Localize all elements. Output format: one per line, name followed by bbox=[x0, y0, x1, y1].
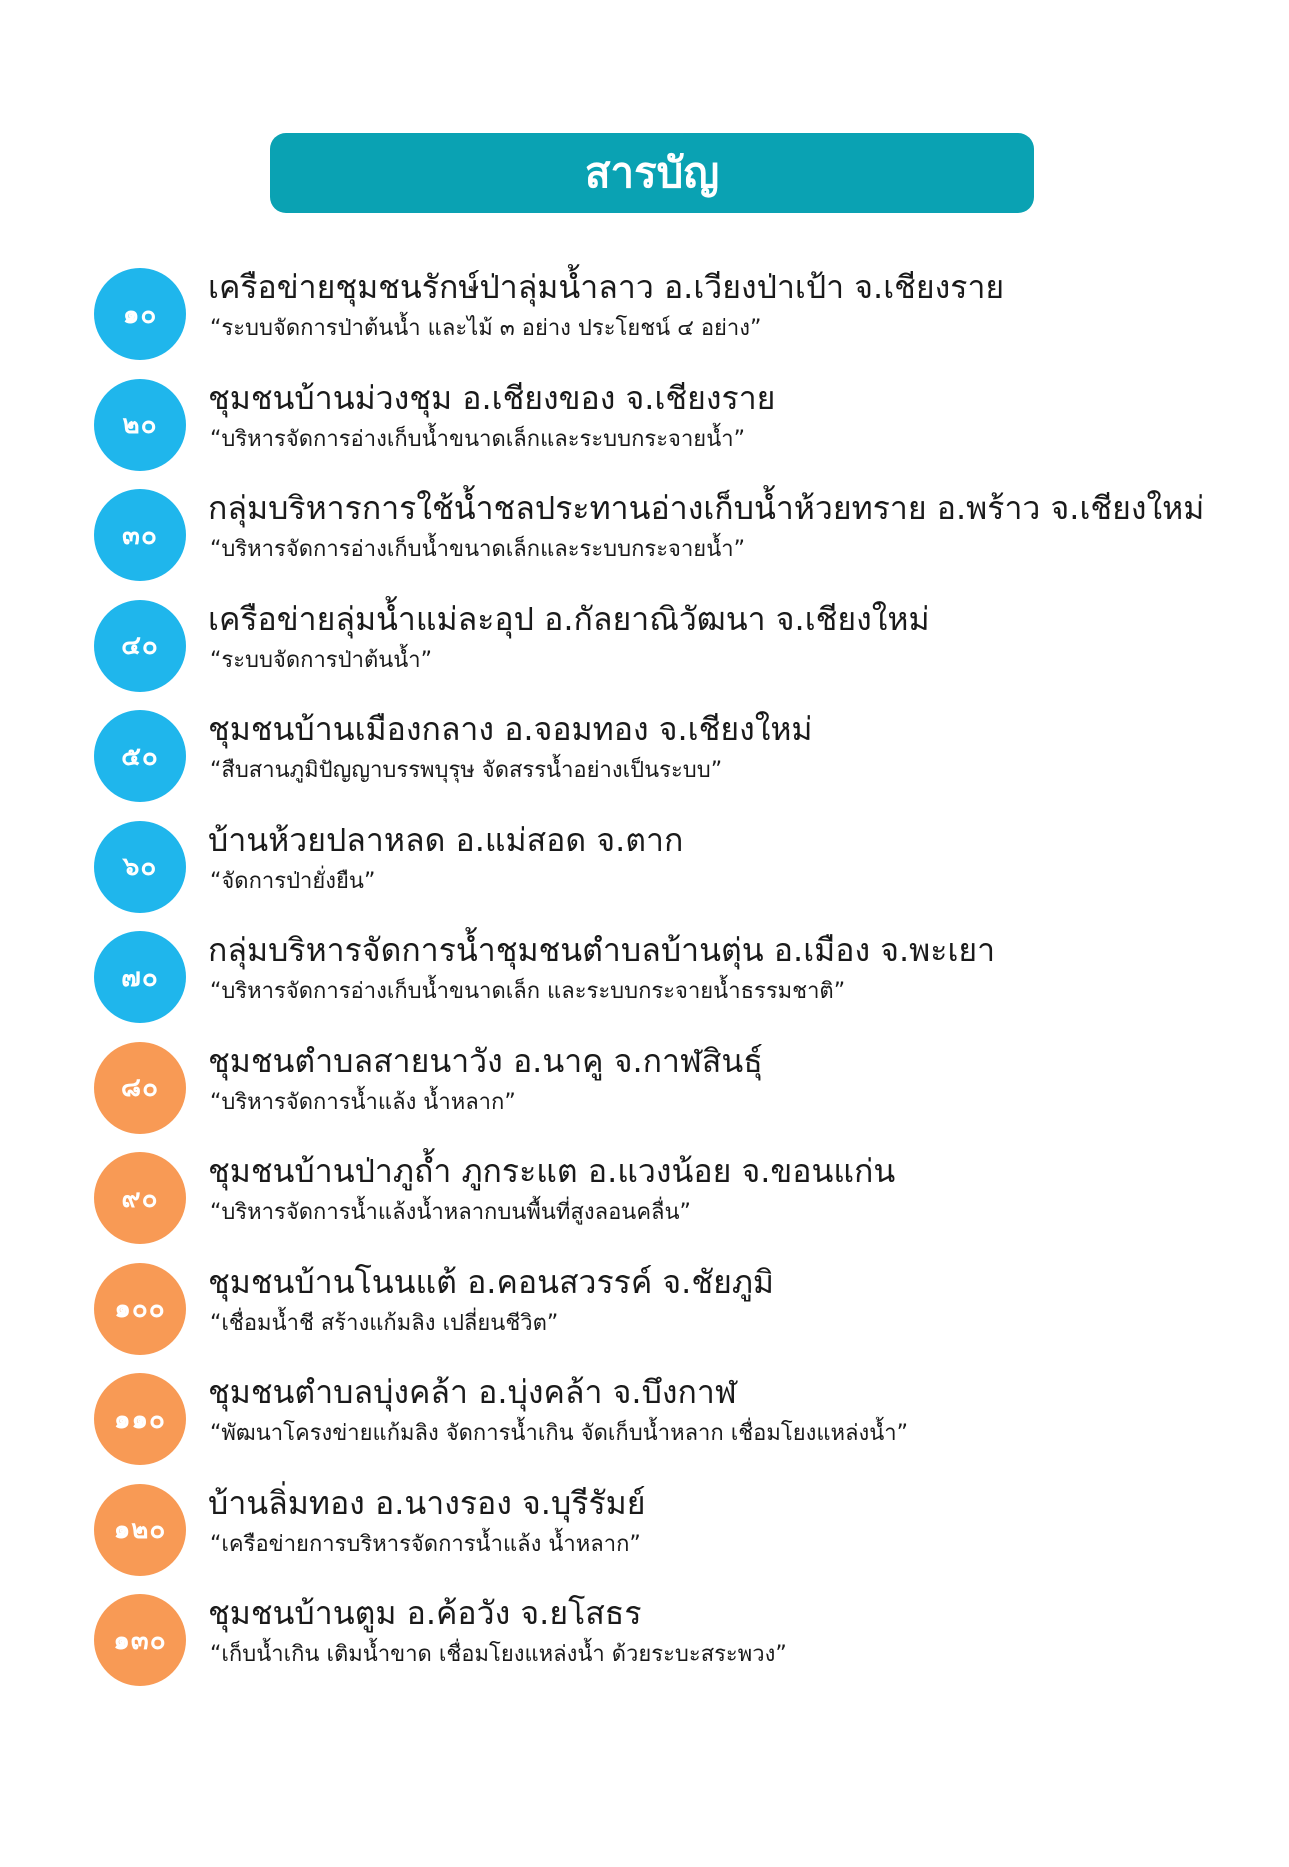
entry-subtitle: “ระบบจัดการป่าต้นน้ำ” bbox=[210, 647, 433, 673]
toc-entry[interactable] bbox=[0, 704, 1289, 804]
entry-subtitle: “เชื่อมน้ำชี สร้างแก้มลิง เปลี่ยนชีวิต” bbox=[210, 1310, 559, 1336]
entry-title: กลุ่มบริหารจัดการน้ำชุมชนตำบลบ้านตุ่น อ.เมือง จ.พะเยา bbox=[208, 931, 996, 969]
entry-subtitle: “เครือข่ายการบริหารจัดการน้ำแล้ง น้ำหลาก” bbox=[210, 1531, 641, 1557]
toc-entry[interactable] bbox=[0, 1367, 1289, 1467]
toc-entry[interactable] bbox=[0, 1257, 1289, 1357]
page-number-badge: ๑๒๐ bbox=[94, 1484, 186, 1576]
entry-title: ชุมชนบ้านป่าภูถ้ำ ภูกระแต อ.แวงน้อย จ.ขอนแก่น bbox=[208, 1152, 896, 1190]
entry-title: ชุมชนตำบลสายนาวัง อ.นาคู จ.กาฬสินธุ์ bbox=[208, 1041, 763, 1080]
toc-entry[interactable] bbox=[0, 925, 1289, 1025]
toc-entry[interactable] bbox=[0, 1478, 1289, 1578]
page-number-badge: ๓๐ bbox=[94, 489, 186, 581]
toc-entry[interactable] bbox=[0, 483, 1289, 583]
entry-subtitle: “พัฒนาโครงข่ายแก้มลิง จัดการน้ำเกิน จัดเก็บน้ำหลาก เชื่อมโยงแหล่งน้ำ” bbox=[210, 1421, 909, 1446]
entry-title: ชุมชนบ้านโนนแต้ อ.คอนสวรรค์ จ.ชัยภูมิ bbox=[208, 1262, 774, 1301]
entry-title: ชุมชนบ้านตูม อ.ค้อวัง จ.ยโสธร bbox=[208, 1594, 642, 1632]
entry-title: ชุมชนบ้านม่วงชุม อ.เชียงของ จ.เชียงราย bbox=[208, 378, 776, 417]
page-number-badge: ๑๐ bbox=[94, 268, 186, 360]
toc-entry[interactable] bbox=[0, 1588, 1289, 1688]
toc-entry[interactable] bbox=[0, 815, 1289, 915]
entry-title: ชุมชนบ้านเมืองกลาง อ.จอมทอง จ.เชียงใหม่ bbox=[208, 710, 813, 748]
entry-subtitle: “เก็บน้ำเกิน เติมน้ำขาด เชื่อมโยงแหล่งน้ำ ด้วยระบะสระพวง” bbox=[210, 1642, 787, 1667]
page-number-badge: ๔๐ bbox=[94, 600, 186, 692]
page-number-badge: ๕๐ bbox=[94, 710, 186, 802]
entry-subtitle: “บริหารจัดการน้ำแล้งน้ำหลากบนพื้นที่สูงลอนคลื่น” bbox=[210, 1200, 691, 1225]
page-number-badge: ๖๐ bbox=[94, 821, 186, 913]
entry-subtitle: “บริหารจัดการอ่างเก็บน้ำขนาดเล็กและระบบกระจายน้ำ” bbox=[210, 537, 745, 562]
entry-subtitle: “จัดการป่ายั่งยืน” bbox=[210, 868, 376, 894]
entry-subtitle: “สืบสานภูมิปัญญาบรรพบุรุษ จัดสรรน้ำอย่างเป็นระบบ” bbox=[210, 758, 723, 783]
entry-title: เครือข่ายลุ่มน้ำแม่ละอุป อ.กัลยาณิวัฒนา จ.เชียงใหม่ bbox=[208, 599, 930, 638]
toc-entry[interactable] bbox=[0, 594, 1289, 694]
entry-subtitle: “ระบบจัดการป่าต้นน้ำ และไม้ ๓ อย่าง ประโยชน์ ๔ อย่าง” bbox=[210, 316, 762, 341]
page-title: สารบัญ bbox=[584, 148, 720, 197]
entry-subtitle: “บริหารจัดการน้ำแล้ง น้ำหลาก” bbox=[210, 1089, 516, 1115]
page-number-badge: ๒๐ bbox=[94, 379, 186, 471]
toc-entry[interactable] bbox=[0, 262, 1289, 362]
entry-title: บ้านห้วยปลาหลด อ.แม่สอด จ.ตาก bbox=[208, 820, 684, 859]
toc-entry[interactable] bbox=[0, 1036, 1289, 1136]
entry-title: กลุ่มบริหารการใช้น้ำชลประทานอ่างเก็บน้ำห้วยทราย อ.พร้าว จ.เชียงใหม่ bbox=[208, 489, 1205, 527]
page-number-badge: ๘๐ bbox=[94, 1042, 186, 1134]
toc-entry[interactable] bbox=[0, 373, 1289, 473]
page-number-badge: ๙๐ bbox=[94, 1152, 186, 1244]
toc-entry[interactable] bbox=[0, 1146, 1289, 1246]
entry-subtitle: “บริหารจัดการอ่างเก็บน้ำขนาดเล็กและระบบกระจายน้ำ” bbox=[210, 426, 745, 452]
entry-title: บ้านลิ่มทอง อ.นางรอง จ.บุรีรัมย์ bbox=[208, 1483, 646, 1522]
page-number-badge: ๑๐๐ bbox=[94, 1263, 186, 1355]
page-number-badge: ๗๐ bbox=[94, 931, 186, 1023]
page-number-badge: ๑๓๐ bbox=[94, 1594, 186, 1686]
entry-title: ชุมชนตำบลบุ่งคล้า อ.บุ่งคล้า จ.บึงกาฬ bbox=[208, 1373, 737, 1411]
entry-title: เครือข่ายชุมชนรักษ์ป่าลุ่มน้ำลาว อ.เวียงป่าเป้า จ.เชียงราย bbox=[208, 268, 1005, 306]
page-number-badge: ๑๑๐ bbox=[94, 1373, 186, 1465]
entry-subtitle: “บริหารจัดการอ่างเก็บน้ำขนาดเล็ก และระบบกระจายน้ำธรรมชาติ” bbox=[210, 979, 846, 1004]
